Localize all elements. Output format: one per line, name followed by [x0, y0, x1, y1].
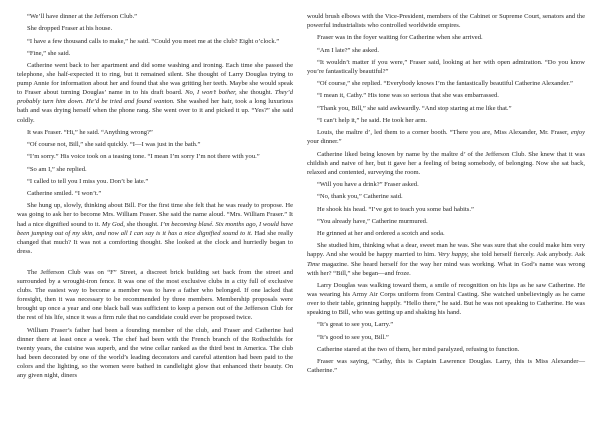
paragraph: William Fraser’s father had been a founding member of the club, and Fraser and Catherine had dinner there at least once a week. The chef had been with the French branch of the Rothschilds for twenty years, the cuisine was superb, and the wine cellar ranked as the third best in America. The club had been decorated by one of the world’s leading decorators and careful attention had been paid to the colors and the lighting, so the women were bathed in candlelight glow that enhanced their beauty. On any given night, diners — [17, 326, 293, 379]
paragraph: He grinned at her and ordered a scotch and soda. — [317, 230, 445, 238]
paragraph: The Jefferson Club was on “F” Street, a discreet brick building set back from the street and surrounded by a wrought-iron fence. It was one of the most exclusive clubs in a city full of exclusive clubs. The easiest way to become a member was to have a father who belonged. If one lacked that foresight, then it was necessary to be recommended by three members. Membership proposals were brought up once a year and one black ball was sufficient to keep a person out of the Jefferson Club for the rest of his life, since it was a firm rule that no candidate could ever be proposed twice. — [17, 268, 293, 322]
italic-text: No, I won’t bother, — [185, 89, 237, 97]
paragraph: “Fine,” she said. — [27, 49, 71, 57]
paragraph: Larry Douglas was walking toward them, a smile of recognition on his lips as he saw Catherine. He was wearing his Army Air Corps uniform from Central Casting. She watched unbelievingly as he came over to their table, grinning happily. “Hello there,” he said. But he was not speaking to Catherine. He was speaking to Bill, who was getting up and shaking his hand. — [307, 281, 585, 317]
italic-text: enjoy — [570, 129, 585, 137]
paragraph: “So am I,” she replied. — [27, 165, 87, 173]
paragraph: “It’s great to see you, Larry.” — [317, 321, 394, 329]
paragraph: “I can’t help it,” he said. He took her arm. — [317, 117, 428, 125]
paragraph: “It wouldn’t matter if you were,” Fraser said, looking at her with open admiration. “Do you know you’re fantastically beautiful?” — [307, 58, 585, 75]
paragraph: “No, thank you,” Catherine said. — [317, 193, 403, 201]
text-run: magazine. She heard herself for the way her mind was working. What in God’s name was wrong with her? “Bill,” she began—and froze. — [307, 260, 585, 277]
paragraph: would brush elbows with the Vice-President, members of the Cabinet or Supreme Court, senators and the powerful industrialists who controlled worldwide empires. — [307, 13, 585, 30]
paragraph: “Of course not, Bill,” she said quickly. “I—I was just in the bath.” — [27, 141, 201, 149]
paragraph: Catherine stared at the two of them, her mind paralyzed, refusing to function. — [317, 345, 520, 353]
text-run: Had she really changed that much? It was not a comforting thought. She looked at the clock and hurriedly began to dress. — [17, 229, 293, 255]
text-run: Louis, the maître d’, led them to a corner booth. “There you are, Miss Alexander, Mr. Fraser, — [317, 129, 571, 137]
text-run: She hung up, slowly, thinking about Bill. For the first time she felt that he was ready to propose. He was going to ask her to become Mrs. William Fraser. She said the name aloud. “Mrs. William Fraser.” It had a nice dignified sound to it. — [17, 202, 293, 228]
italic-text: I’m becoming blasé. Six months ago, I would have been jumping out of my skin, and now all I can say is it has a nice dignified sound to it. — [17, 220, 293, 237]
paragraph — [307, 128, 585, 146]
right-page-column — [307, 12, 585, 379]
left-page-column — [17, 12, 293, 383]
paragraph: “Of course,” she replied. “Everybody knows I’m the fantastically beautiful Catherine Alexander.” — [317, 80, 573, 88]
italic-text: Very happy, — [437, 251, 469, 259]
paragraph: “We’ll have dinner at the Jefferson Club.” — [27, 13, 138, 20]
text-run: she thought. — [236, 89, 275, 97]
text-run: she thought. — [124, 220, 161, 228]
paragraph: Catherine liked being known by name by the maître d’ of the Jefferson Club. She knew that it was childish and naive of her, but it gave her a feeling of being somebody, of belonging. Now she sat back, relaxed and contented, surveying the room. — [307, 150, 585, 176]
paragraph — [17, 61, 293, 125]
text-run: Catherine went back to her apartment and did some washing and ironing. Each time she passed the telephone, she half-expected it to ring, but it remained silent. She thought of Larry Douglas trying to pump Annie for information about her and found that she was gritting her teeth. Maybe she would speak to Fraser about turning Douglas’ name in to his draft board. — [17, 62, 293, 97]
text-run: She studied him, thinking what a dear, sweet man he was. She was sure that she could make him very happy. And she would be happy married to him. — [307, 242, 585, 259]
paragraph: Fraser was saying, “Cathy, this is Captain Lawrence Douglas. Larry, this is Miss Alexander—Catherine.” — [307, 358, 585, 375]
italic-text: They’d probably turn him down. He’d be tried and found wanton. — [17, 89, 293, 106]
paragraph: “It’s good to see you, Bill.” — [317, 333, 389, 341]
italic-text: Time — [307, 260, 320, 268]
paragraph: It was Fraser. “Hi,” he said. “Anything wrong?” — [27, 128, 153, 136]
paragraph — [307, 241, 585, 277]
paragraph: “Thank you, Bill,” she said awkwardly. “And stop staring at me like that.” — [317, 104, 512, 112]
text-run: your dinner.” — [307, 138, 342, 146]
paragraph: Fraser was in the foyer waiting for Catherine when she arrived. — [317, 34, 483, 42]
text-run: She washed her hair, took a long luxurious bath and was drying herself when the phone rang. She went over to it and picked it up. “Yes?” she said coldly. — [17, 98, 293, 124]
paragraph: “I called to tell you I miss you. Don’t be late.” — [27, 177, 149, 185]
paragraph: Catherine smiled. “I won’t.” — [27, 190, 102, 198]
italic-text: My God, — [101, 220, 125, 228]
text-run: she told herself fiercely. Ask anybody. Ask — [468, 251, 586, 259]
paragraph: “Will you have a drink?” Fraser asked. — [317, 181, 419, 189]
paragraph: “I mean it, Cathy.” His tone was so serious that she was embarrassed. — [317, 92, 499, 100]
paragraph — [17, 201, 293, 255]
paragraph: She dropped Fraser at his house. — [27, 25, 113, 33]
paragraph: “I’m sorry.” His voice took on a teasing tone. “I mean I’m sorry I’m not there with you.” — [27, 153, 260, 161]
paragraph: He shook his head. “I’ve got to teach you some bad habits.” — [317, 205, 474, 213]
paragraph: “Am I late?” she asked. — [317, 46, 379, 54]
paragraph: “I have a few thousand calls to make,” he said. “Could you meet me at the club? Eight o’clock.” — [27, 37, 280, 45]
paragraph: “You already have,” Catherine murmured. — [317, 217, 428, 225]
